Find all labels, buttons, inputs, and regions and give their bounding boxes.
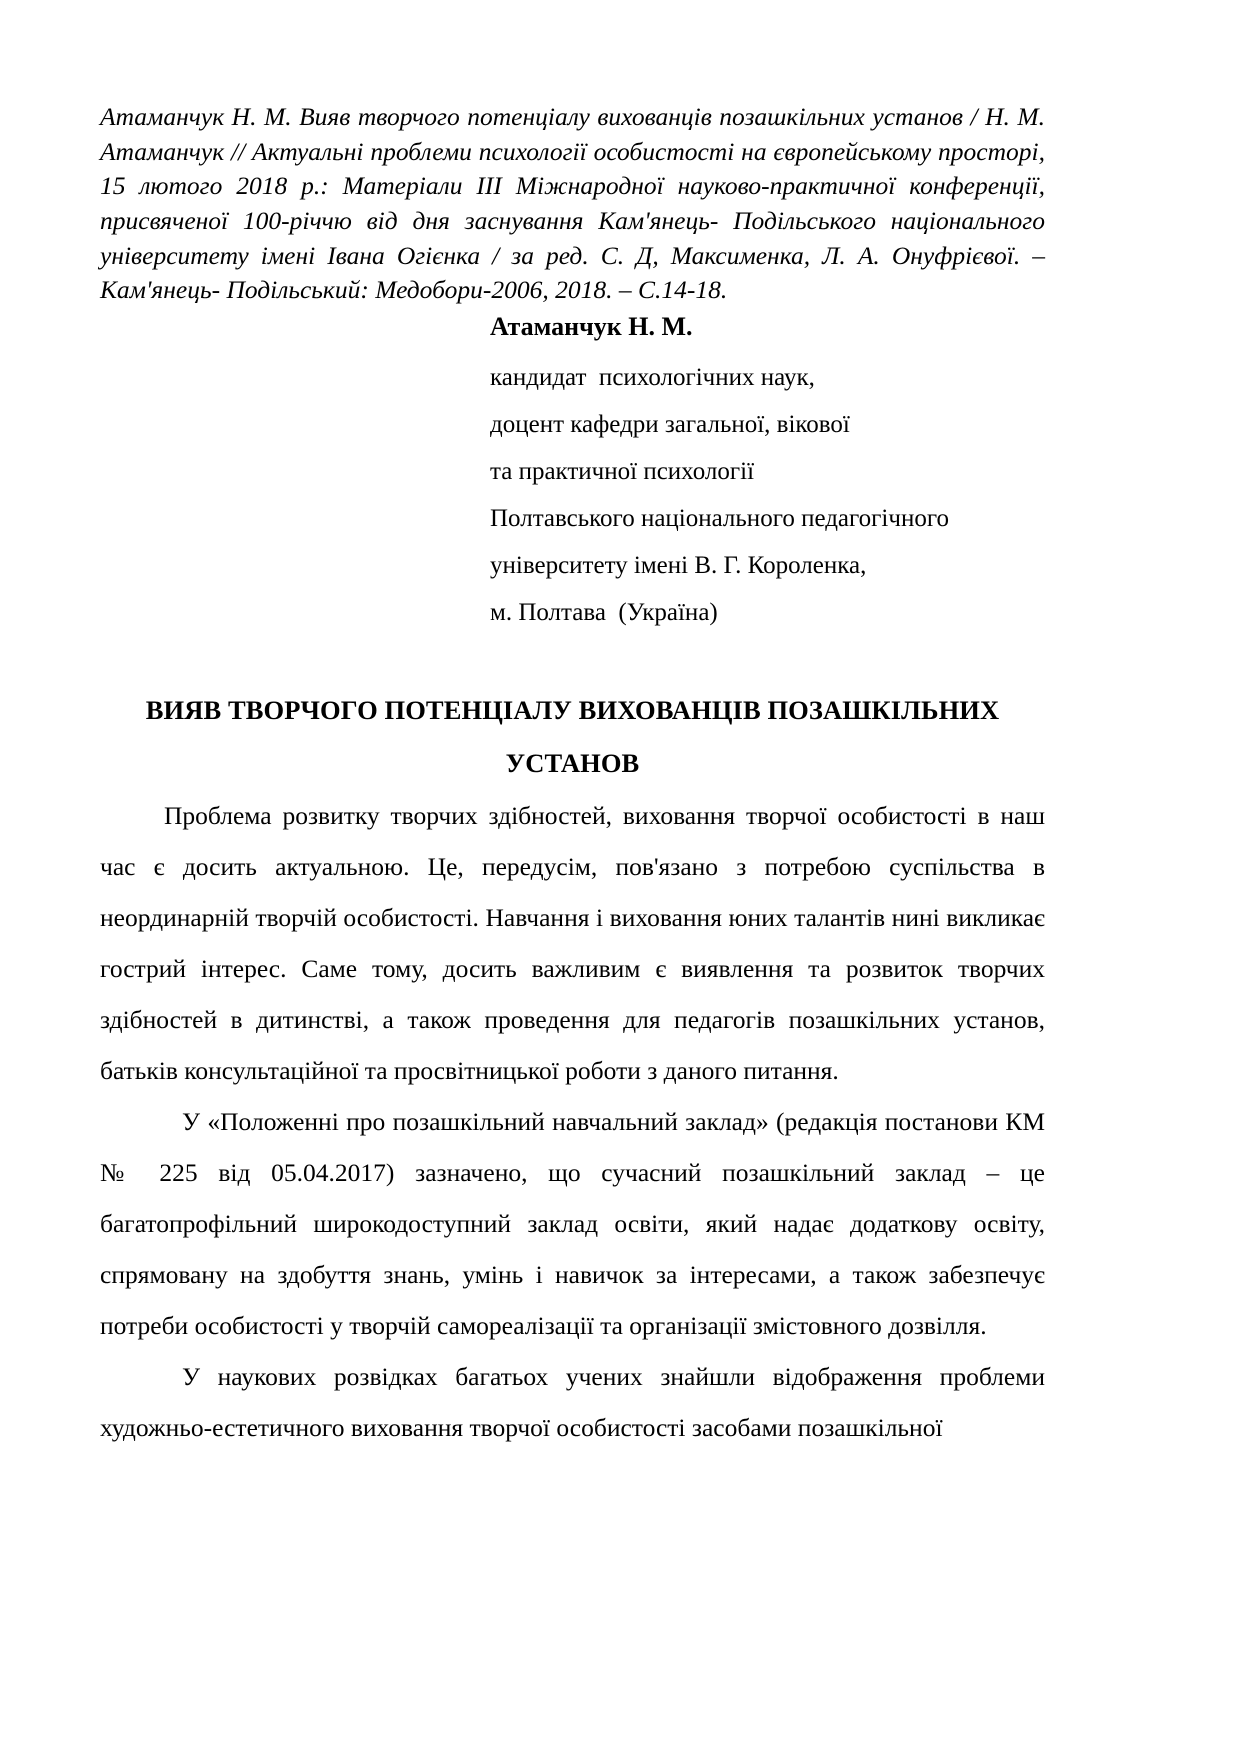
page-title-line-2: УСТАНОВ — [505, 748, 640, 779]
page-title — [100, 684, 1045, 790]
affiliation-line-university-2: університету імені В. Г. Короленка, — [490, 552, 867, 580]
body-content — [100, 790, 1045, 1453]
citation-reference: Атаманчук Н. М. Вияв творчого потенціалу вихованців позашкільних установ / Н. М. Атаманчук // Актуальні проблеми психології особистості на європейському просторі, 15 лютого 2018 р.: Матеріали III Міжнародної науково-практичної конференції, присвяченої 100-річчю від дня заснування Кам'янець- Подільського національного університету імені Івана Огієнка / за ред. С. Д, Максименка, Л. А. Онуфрієвої. – Кам'янець- Подільський: Медобори-2006, 2018. – С.14-18. — [100, 102, 1045, 305]
author-affiliation-block — [100, 308, 1140, 636]
author-name: Атаманчук Н. М. — [490, 312, 693, 342]
affiliation-line-university-1: Полтавського національного педагогічного — [490, 505, 949, 533]
affiliation-line-city: м. Полтава (Україна) — [490, 599, 718, 627]
affiliation-line-degree: кандидат психологічних наук, — [490, 364, 815, 392]
affiliation-line-department: та практичної психології — [490, 458, 755, 486]
page-title-line-1: ВИЯВ ТВОРЧОГО ПОТЕНЦІАЛУ ВИХОВАНЦІВ ПОЗАШКІЛЬНИХ — [145, 695, 1000, 726]
body-paragraph: Проблема розвитку творчих здібностей, виховання творчої особистості в наш час є досить актуальною. Це, передусім, пов'язано з потребою суспільства в неординарній творчій особистості. Навчання і виховання юних талантів нині викликає гострий інтерес. Саме тому, досить важливим є виявлення та розвиток творчих здібностей в дитинстві, а також проведення для педагогів позашкільних установ, батьків консультаційної та просвітницької роботи з даного питання. — [100, 801, 1045, 1086]
body-paragraph: У «Положенні про позашкільний навчальний заклад» (редакція постанови КМ № 225 від 05.04.2017) зазначено, що сучасний позашкільний заклад – це багатопрофільний широкодоступний заклад освіти, який надає додаткову освіту, спрямовану на здобуття знань, умінь і навичок за інтересами, а також забезпечує потреби особистості у творчій самореалізації та організації змістовного дозвілля. — [100, 1107, 1045, 1341]
body-paragraph: У наукових розвідках багатьох учених знайшли відображення проблеми художньо-естетичного виховання творчої особистості засобами позашкільної — [100, 1362, 1045, 1443]
affiliation-line-position: доцент кафедри загальної, вікової — [490, 411, 850, 439]
